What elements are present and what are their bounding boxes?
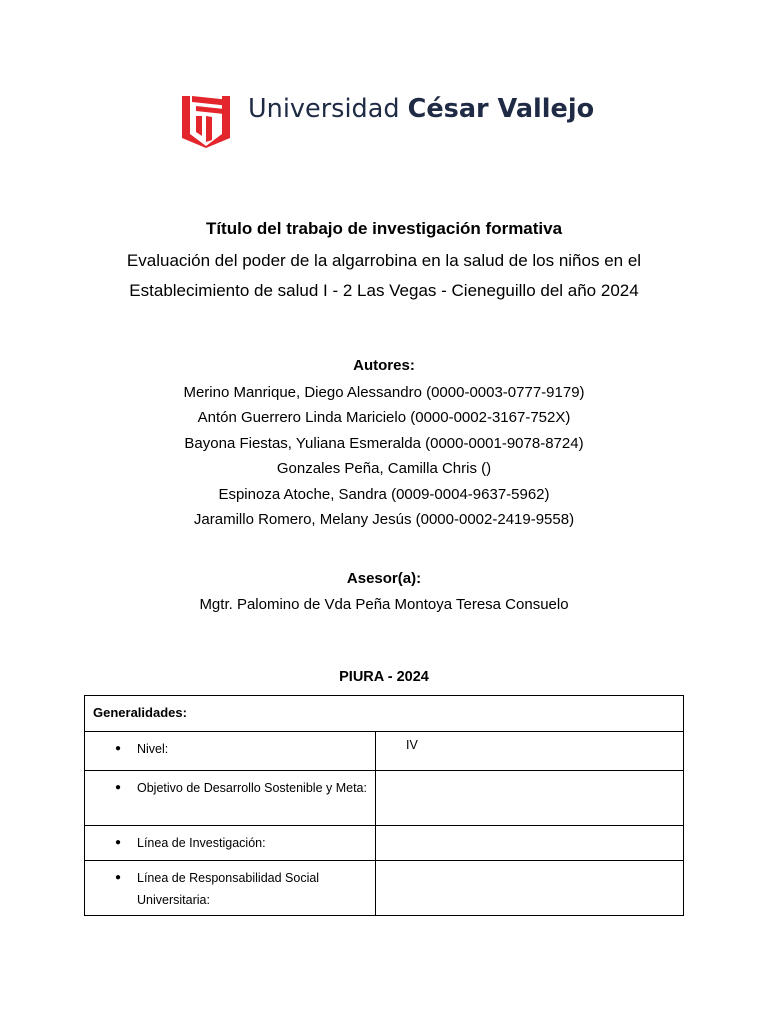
author-item: Merino Manrique, Diego Alessandro (0000-0003-0777-9179) — [183, 384, 585, 401]
row-label-cell — [85, 861, 376, 916]
row-value — [376, 826, 684, 861]
table-row — [85, 732, 684, 771]
document-subtitle — [0, 246, 768, 306]
table-row — [85, 861, 684, 916]
advisor-name: Mgtr. Palomino de Vda Peña Montoya Teresa Consuelo — [199, 596, 569, 613]
row-value: IV — [376, 732, 684, 771]
document-title-label: Título del trabajo de investigación formativa — [205, 219, 563, 238]
row-label-cell — [85, 771, 376, 826]
subtitle-line-2: Establecimiento de salud I - 2 Las Vegas - Cieneguillo del año 2024 — [129, 281, 639, 300]
place-year: PIURA - 2024 — [339, 669, 429, 685]
author-item: Bayona Fiestas, Yuliana Esmeralda (0000-0001-9078-8724) — [184, 434, 584, 452]
row-label-cell — [85, 732, 376, 771]
advisor-heading: Asesor(a): — [346, 570, 422, 587]
bullet-icon: ● — [115, 782, 122, 793]
row-label-cell — [85, 826, 376, 861]
row-value — [376, 861, 684, 916]
row-label: Objetivo de Desarrollo Sostenible y Meta: — [137, 781, 367, 795]
table-row — [85, 771, 684, 826]
generalities-header: Generalidades: — [85, 696, 684, 732]
author-item: Gonzales Peña, Camilla Chris () — [276, 460, 492, 478]
author-item: Jaramillo Romero, Melany Jesús (0000-0002-2419-9558) — [193, 511, 575, 529]
bullet-icon: ● — [115, 837, 122, 848]
university-shield-icon — [180, 94, 232, 148]
title-block — [0, 217, 768, 306]
generalities-table — [84, 695, 684, 916]
university-name-regular: Universidad — [248, 94, 408, 124]
author-item: Espinoza Atoche, Sandra (0009-0004-9637-5962) — [218, 485, 550, 503]
subtitle-line-1: Evaluación del poder de la algarrobina en la salud de los niños en el — [126, 251, 642, 270]
row-label: Línea de Investigación: — [137, 836, 266, 850]
university-logo — [180, 90, 600, 150]
row-value — [376, 771, 684, 826]
row-label: Nivel: — [137, 742, 169, 756]
university-name — [248, 94, 594, 124]
authors-list — [0, 380, 768, 532]
authors-heading: Autores: — [353, 357, 415, 374]
university-name-bold: César Vallejo — [407, 94, 595, 124]
bullet-icon: ● — [115, 872, 122, 883]
bullet-icon: ● — [115, 743, 122, 754]
table-row — [85, 826, 684, 861]
author-item: Antón Guerrero Linda Maricielo (0000-0002-3167-752X) — [197, 409, 571, 427]
row-label: Línea de Responsabilidad Social Universitaria: — [137, 871, 320, 907]
